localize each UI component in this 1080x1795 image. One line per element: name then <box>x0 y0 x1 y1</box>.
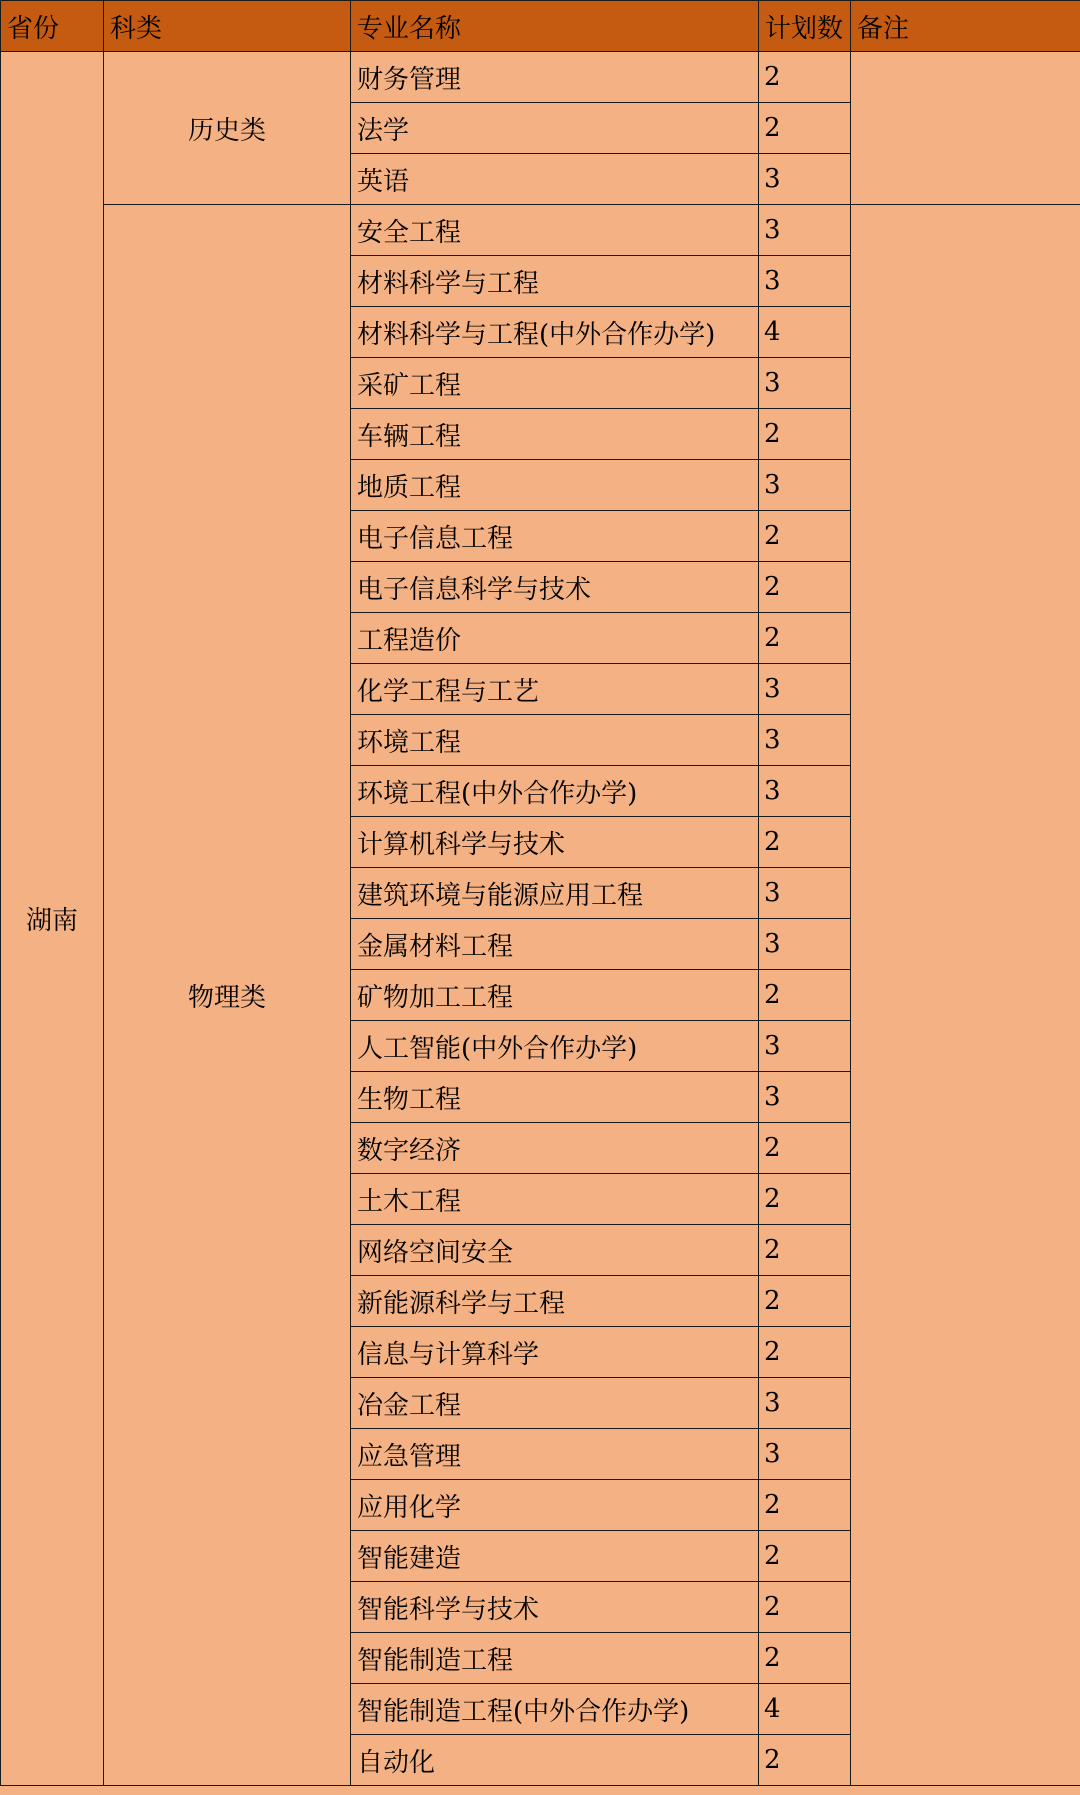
table-header <box>1 1 1080 52</box>
province-cell: 湖南 <box>1 52 104 1786</box>
plan-count-cell: 2 <box>759 511 851 562</box>
major-name-cell: 法学 <box>351 103 759 154</box>
major-name-cell: 工程造价 <box>351 613 759 664</box>
major-name-cell: 采矿工程 <box>351 358 759 409</box>
major-name-cell: 金属材料工程 <box>351 919 759 970</box>
header-plan: 计划数 <box>759 1 851 52</box>
plan-count-cell: 3 <box>759 1072 851 1123</box>
plan-count-cell: 2 <box>759 1531 851 1582</box>
plan-count-cell: 2 <box>759 103 851 154</box>
plan-count-cell: 3 <box>759 1021 851 1072</box>
plan-count-cell: 3 <box>759 256 851 307</box>
major-name-cell: 土木工程 <box>351 1174 759 1225</box>
plan-count-cell: 2 <box>759 1276 851 1327</box>
plan-count-cell: 2 <box>759 1735 851 1786</box>
plan-count-cell: 3 <box>759 358 851 409</box>
major-name-cell: 智能科学与技术 <box>351 1582 759 1633</box>
plan-count-cell: 3 <box>759 205 851 256</box>
major-name-cell: 智能制造工程 <box>351 1633 759 1684</box>
major-name-cell: 生物工程 <box>351 1072 759 1123</box>
major-name-cell: 电子信息科学与技术 <box>351 562 759 613</box>
category-cell: 历史类 <box>104 52 351 205</box>
major-name-cell: 地质工程 <box>351 460 759 511</box>
major-name-cell: 化学工程与工艺 <box>351 664 759 715</box>
major-name-cell: 自动化 <box>351 1735 759 1786</box>
plan-count-cell: 2 <box>759 562 851 613</box>
major-name-cell: 材料科学与工程(中外合作办学) <box>351 307 759 358</box>
major-name-cell: 智能建造 <box>351 1531 759 1582</box>
major-name-cell: 人工智能(中外合作办学) <box>351 1021 759 1072</box>
major-name-cell: 冶金工程 <box>351 1378 759 1429</box>
table-row <box>1 205 1080 256</box>
plan-count-cell: 2 <box>759 52 851 103</box>
plan-count-cell: 3 <box>759 154 851 205</box>
plan-count-cell: 2 <box>759 613 851 664</box>
major-name-cell: 应急管理 <box>351 1429 759 1480</box>
plan-count-cell: 3 <box>759 664 851 715</box>
plan-count-cell: 3 <box>759 919 851 970</box>
plan-count-cell: 2 <box>759 1582 851 1633</box>
plan-count-cell: 4 <box>759 1684 851 1735</box>
plan-count-cell: 2 <box>759 1123 851 1174</box>
plan-count-cell: 2 <box>759 1174 851 1225</box>
major-name-cell: 建筑环境与能源应用工程 <box>351 868 759 919</box>
major-name-cell: 计算机科学与技术 <box>351 817 759 868</box>
major-name-cell: 电子信息工程 <box>351 511 759 562</box>
plan-count-cell: 4 <box>759 307 851 358</box>
category-cell: 物理类 <box>104 205 351 1786</box>
header-major: 专业名称 <box>351 1 759 52</box>
plan-count-cell: 2 <box>759 409 851 460</box>
major-name-cell: 矿物加工工程 <box>351 970 759 1021</box>
header-remark: 备注 <box>851 1 1080 52</box>
plan-count-cell: 2 <box>759 1225 851 1276</box>
major-name-cell: 应用化学 <box>351 1480 759 1531</box>
header-province: 省份 <box>1 1 104 52</box>
major-name-cell: 网络空间安全 <box>351 1225 759 1276</box>
major-name-cell: 新能源科学与工程 <box>351 1276 759 1327</box>
plan-count-cell: 3 <box>759 1429 851 1480</box>
major-name-cell: 环境工程(中外合作办学) <box>351 766 759 817</box>
table-body <box>1 52 1080 1786</box>
major-name-cell: 数字经济 <box>351 1123 759 1174</box>
plan-count-cell: 3 <box>759 766 851 817</box>
major-name-cell: 英语 <box>351 154 759 205</box>
plan-count-cell: 3 <box>759 1378 851 1429</box>
table-row <box>1 52 1080 103</box>
remark-cell <box>851 52 1080 205</box>
plan-count-cell: 3 <box>759 868 851 919</box>
major-name-cell: 材料科学与工程 <box>351 256 759 307</box>
remark-cell <box>851 205 1080 1786</box>
major-name-cell: 信息与计算科学 <box>351 1327 759 1378</box>
major-name-cell: 财务管理 <box>351 52 759 103</box>
major-name-cell: 安全工程 <box>351 205 759 256</box>
plan-count-cell: 3 <box>759 715 851 766</box>
major-name-cell: 车辆工程 <box>351 409 759 460</box>
plan-count-cell: 2 <box>759 817 851 868</box>
plan-count-cell: 2 <box>759 1633 851 1684</box>
plan-count-cell: 2 <box>759 1480 851 1531</box>
header-row <box>1 1 1080 52</box>
plan-count-cell: 3 <box>759 460 851 511</box>
header-category: 科类 <box>104 1 351 52</box>
major-name-cell: 智能制造工程(中外合作办学) <box>351 1684 759 1735</box>
plan-count-cell: 2 <box>759 1327 851 1378</box>
major-name-cell: 环境工程 <box>351 715 759 766</box>
plan-count-cell: 2 <box>759 970 851 1021</box>
